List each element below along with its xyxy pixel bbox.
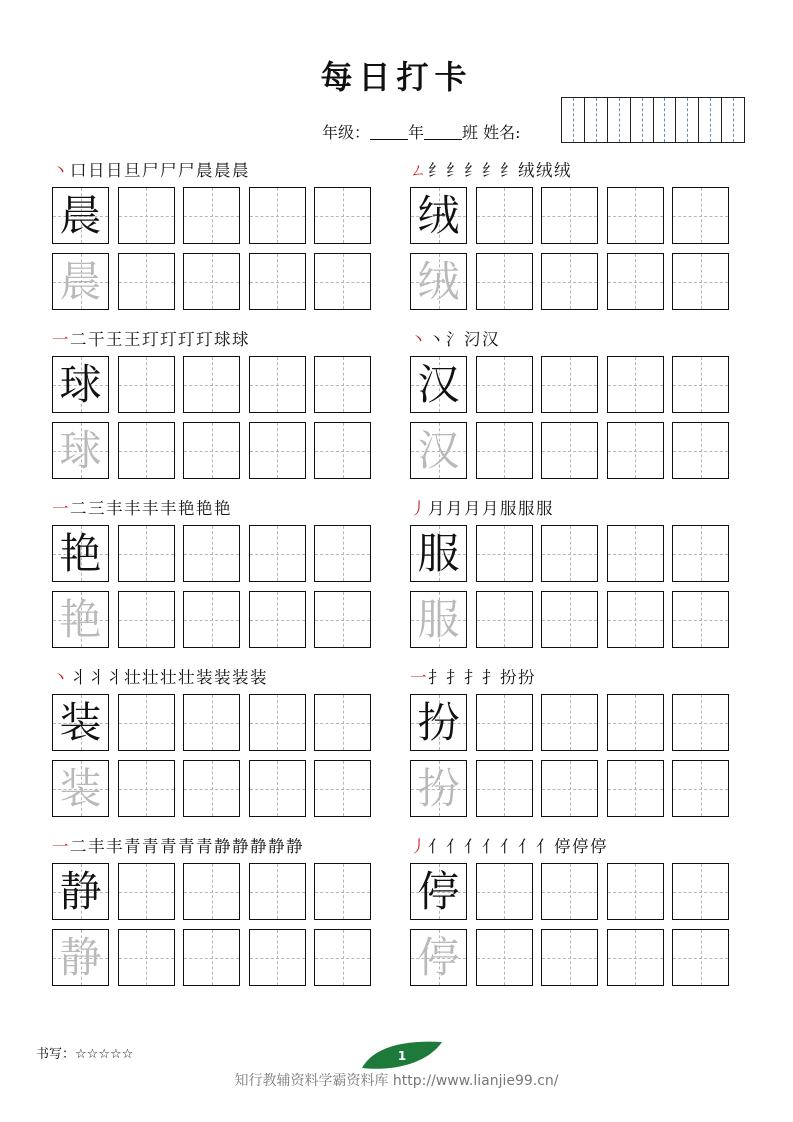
stroke-step: 停 <box>554 837 571 856</box>
writing-cell[interactable] <box>476 760 533 817</box>
writing-cell[interactable] <box>410 422 467 479</box>
writing-cell[interactable] <box>249 187 306 244</box>
page-number: 1 <box>397 1049 407 1063</box>
trace-character: 装 <box>59 763 102 813</box>
stroke-step: 停 <box>590 837 607 856</box>
writing-cell[interactable] <box>541 253 598 310</box>
writing-cell[interactable] <box>476 929 533 986</box>
stroke-step: 青 <box>160 837 177 856</box>
stroke-step: 丬 <box>88 668 105 687</box>
stroke-order <box>410 329 500 351</box>
stroke-step: 纟 <box>464 161 481 180</box>
writing-cell[interactable] <box>607 253 664 310</box>
writing-cell[interactable] <box>410 591 467 648</box>
writing-cell[interactable] <box>118 694 175 751</box>
stroke-step: 晨 <box>214 161 231 180</box>
stroke-step: 亻 <box>428 837 445 856</box>
writing-cell[interactable] <box>118 356 175 413</box>
stroke-step: 氵 <box>446 330 463 349</box>
writing-cell[interactable] <box>410 760 467 817</box>
stroke-step: 月 <box>482 499 499 518</box>
writing-cell[interactable] <box>314 422 371 479</box>
name-box[interactable] <box>676 98 699 142</box>
stroke-step: 装 <box>232 668 249 687</box>
model-character: 绒 <box>417 190 460 240</box>
name-label: 姓名: <box>483 123 521 142</box>
stroke-step: 丿 <box>410 837 427 856</box>
writing-cell[interactable] <box>249 760 306 817</box>
writing-cell[interactable] <box>52 187 109 244</box>
stroke-order <box>410 667 536 689</box>
writing-cell[interactable] <box>541 591 598 648</box>
writing-cell[interactable] <box>541 760 598 817</box>
writing-cell[interactable] <box>541 694 598 751</box>
stroke-order <box>410 498 554 520</box>
name-box[interactable] <box>699 98 722 142</box>
writing-cell[interactable] <box>476 422 533 479</box>
name-box[interactable] <box>654 98 677 142</box>
trace-row <box>410 760 732 819</box>
stroke-step: 亻 <box>500 837 517 856</box>
writing-cell[interactable] <box>607 187 664 244</box>
trace-row <box>52 253 374 312</box>
writing-cell[interactable] <box>118 760 175 817</box>
trace-character: 停 <box>417 932 460 982</box>
trace-row <box>410 591 732 650</box>
stroke-step: 亻 <box>536 837 553 856</box>
trace-row <box>410 929 732 988</box>
writing-cell[interactable] <box>607 760 664 817</box>
stroke-order <box>52 329 250 351</box>
stroke-step: ㄥ <box>410 161 427 180</box>
writing-cell[interactable] <box>118 863 175 920</box>
stroke-step: 丶 <box>410 330 427 349</box>
stroke-step: 青 <box>196 837 213 856</box>
writing-cell[interactable] <box>249 863 306 920</box>
writing-cell[interactable] <box>183 422 240 479</box>
stroke-step: 丶 <box>52 161 69 180</box>
trace-character: 晨 <box>59 256 102 306</box>
stroke-step: 纟 <box>500 161 517 180</box>
writing-cell[interactable] <box>183 760 240 817</box>
writing-cell[interactable] <box>183 253 240 310</box>
trace-row <box>52 591 374 650</box>
trace-character: 艳 <box>59 594 102 644</box>
stroke-step: 玎 <box>160 330 177 349</box>
writing-cell[interactable] <box>249 525 306 582</box>
model-row <box>410 356 732 415</box>
trace-row <box>410 253 732 312</box>
writing-cell[interactable] <box>314 694 371 751</box>
page-title: 每日打卡 <box>320 58 473 96</box>
writing-cell[interactable] <box>476 863 533 920</box>
stroke-order <box>52 836 304 858</box>
stroke-step: 丰 <box>142 499 159 518</box>
writing-cell[interactable] <box>183 356 240 413</box>
stroke-step: 一 <box>52 837 69 856</box>
writing-cell[interactable] <box>249 253 306 310</box>
writing-cell[interactable] <box>118 929 175 986</box>
stroke-step: 二 <box>70 330 87 349</box>
model-row <box>410 694 732 753</box>
writing-cell[interactable] <box>410 356 467 413</box>
name-boxes[interactable] <box>561 97 745 143</box>
stroke-step: 丶 <box>428 330 445 349</box>
stroke-step: 艳 <box>214 499 231 518</box>
stroke-step: 艳 <box>196 499 213 518</box>
stroke-step: 日 <box>106 161 123 180</box>
stroke-step: 绒 <box>554 161 571 180</box>
stroke-step: 壮 <box>142 668 159 687</box>
model-character: 停 <box>417 866 460 916</box>
writing-cell[interactable] <box>476 591 533 648</box>
stroke-step: 亻 <box>446 837 463 856</box>
stroke-step: 扮 <box>500 668 517 687</box>
writing-cell[interactable] <box>410 694 467 751</box>
stroke-step: 月 <box>464 499 481 518</box>
model-character: 服 <box>417 528 460 578</box>
stroke-step: 一 <box>52 330 69 349</box>
grade-label: 年级： <box>322 123 371 142</box>
writing-cell[interactable] <box>672 525 729 582</box>
writing-cell[interactable] <box>249 591 306 648</box>
stroke-step: 壮 <box>124 668 141 687</box>
stroke-step: 亻 <box>464 837 481 856</box>
writing-cell[interactable] <box>672 422 729 479</box>
name-box[interactable] <box>608 98 631 142</box>
writing-cell[interactable] <box>672 187 729 244</box>
trace-row <box>52 929 374 988</box>
writing-cell[interactable] <box>52 760 109 817</box>
writing-cell[interactable] <box>607 694 664 751</box>
writing-cell[interactable] <box>183 694 240 751</box>
writing-cell[interactable] <box>541 929 598 986</box>
name-box[interactable] <box>585 98 608 142</box>
model-character: 扮 <box>417 697 460 747</box>
writing-cell[interactable] <box>52 694 109 751</box>
writing-cell[interactable] <box>314 187 371 244</box>
stroke-step: 静 <box>268 837 285 856</box>
writing-cell[interactable] <box>672 356 729 413</box>
writing-cell[interactable] <box>607 422 664 479</box>
stroke-step: 汈 <box>464 330 481 349</box>
trace-row <box>410 422 732 481</box>
stroke-step: 球 <box>214 330 231 349</box>
name-box[interactable] <box>631 98 654 142</box>
writing-cell[interactable] <box>672 760 729 817</box>
stroke-step: 纟 <box>428 161 445 180</box>
trace-row <box>52 422 374 481</box>
writing-cell[interactable] <box>249 356 306 413</box>
writing-cell[interactable] <box>314 929 371 986</box>
writing-cell[interactable] <box>314 591 371 648</box>
stroke-step: 日 <box>88 161 105 180</box>
model-character: 球 <box>59 359 102 409</box>
trace-character: 汉 <box>417 425 460 475</box>
stroke-step: 装 <box>196 668 213 687</box>
model-row <box>52 356 374 415</box>
writing-cell[interactable] <box>118 253 175 310</box>
writing-cell[interactable] <box>607 929 664 986</box>
stroke-step: 玎 <box>178 330 195 349</box>
stroke-step: 扮 <box>518 668 535 687</box>
writing-cell[interactable] <box>541 356 598 413</box>
stroke-step: 丰 <box>106 837 123 856</box>
stroke-step: 绒 <box>518 161 535 180</box>
stroke-step: 静 <box>214 837 231 856</box>
writing-cell[interactable] <box>476 694 533 751</box>
writing-cell[interactable] <box>183 591 240 648</box>
stroke-step: 王 <box>106 330 123 349</box>
stroke-step: 月 <box>428 499 445 518</box>
writing-cell[interactable] <box>52 591 109 648</box>
rating-label: 书写： <box>36 1047 76 1062</box>
stroke-step: 月 <box>446 499 463 518</box>
stroke-step: 亻 <box>482 837 499 856</box>
writing-cell[interactable] <box>541 187 598 244</box>
name-box[interactable] <box>562 98 585 142</box>
stroke-step: 丶 <box>52 668 69 687</box>
model-character: 艳 <box>59 528 102 578</box>
stroke-step: 口 <box>70 161 87 180</box>
name-box[interactable] <box>722 98 744 142</box>
writing-cell[interactable] <box>118 525 175 582</box>
student-info-line <box>322 120 521 143</box>
writing-cell[interactable] <box>476 253 533 310</box>
writing-cell[interactable] <box>52 525 109 582</box>
stroke-step: 服 <box>500 499 517 518</box>
writing-cell[interactable] <box>607 356 664 413</box>
stroke-step: 丬 <box>106 668 123 687</box>
writing-cell[interactable] <box>607 863 664 920</box>
stroke-order <box>52 498 232 520</box>
stroke-step: 静 <box>286 837 303 856</box>
stroke-step: 青 <box>142 837 159 856</box>
stroke-step: 装 <box>214 668 231 687</box>
writing-cell[interactable] <box>541 863 598 920</box>
writing-cell[interactable] <box>249 694 306 751</box>
writing-cell[interactable] <box>607 525 664 582</box>
year-label: 年 <box>408 123 425 142</box>
writing-cell[interactable] <box>672 929 729 986</box>
writing-cell[interactable] <box>249 422 306 479</box>
model-row <box>52 863 374 922</box>
stroke-step: 扌 <box>482 668 499 687</box>
writing-cell[interactable] <box>183 525 240 582</box>
rating-stars[interactable]: ☆☆☆☆☆ <box>75 1047 134 1062</box>
stroke-step: 王 <box>124 330 141 349</box>
stroke-step: 静 <box>250 837 267 856</box>
stroke-order <box>410 160 572 182</box>
writing-cell[interactable] <box>410 253 467 310</box>
stroke-step: 装 <box>250 668 267 687</box>
writing-cell[interactable] <box>476 187 533 244</box>
stroke-step: 二 <box>70 837 87 856</box>
stroke-step: 旦 <box>124 161 141 180</box>
writing-cell[interactable] <box>410 863 467 920</box>
model-row <box>410 187 732 246</box>
stroke-step: 绒 <box>536 161 553 180</box>
stroke-step: 丰 <box>160 499 177 518</box>
writing-cell[interactable] <box>118 187 175 244</box>
stroke-step: 汉 <box>482 330 499 349</box>
writing-cell[interactable] <box>52 929 109 986</box>
writing-cell[interactable] <box>410 929 467 986</box>
writing-cell[interactable] <box>183 863 240 920</box>
stroke-step: 尸 <box>160 161 177 180</box>
writing-cell[interactable] <box>314 760 371 817</box>
writing-cell[interactable] <box>52 422 109 479</box>
stroke-step: 停 <box>572 837 589 856</box>
trace-character: 静 <box>59 932 102 982</box>
stroke-step: 一 <box>52 499 69 518</box>
trace-character: 球 <box>59 425 102 475</box>
stroke-step: 扌 <box>464 668 481 687</box>
writing-cell[interactable] <box>672 253 729 310</box>
stroke-step: 扌 <box>428 668 445 687</box>
stroke-step: 丰 <box>124 499 141 518</box>
stroke-step: 玎 <box>196 330 213 349</box>
writing-cell[interactable] <box>314 253 371 310</box>
stroke-step: 三 <box>88 499 105 518</box>
stroke-step: 服 <box>536 499 553 518</box>
stroke-step: 干 <box>88 330 105 349</box>
stroke-step: 尸 <box>178 161 195 180</box>
model-row <box>52 525 374 584</box>
class-label: 班 <box>462 123 479 142</box>
stroke-step: 扌 <box>446 668 463 687</box>
writing-cell[interactable] <box>541 422 598 479</box>
stroke-step: 丬 <box>70 668 87 687</box>
writing-cell[interactable] <box>607 591 664 648</box>
stroke-order <box>52 667 268 689</box>
stroke-step: 一 <box>410 668 427 687</box>
stroke-step: 纟 <box>482 161 499 180</box>
model-character: 晨 <box>59 190 102 240</box>
model-character: 装 <box>59 697 102 747</box>
writing-cell[interactable] <box>314 863 371 920</box>
writing-cell[interactable] <box>52 863 109 920</box>
stroke-step: 壮 <box>160 668 177 687</box>
stroke-step: 青 <box>124 837 141 856</box>
model-character: 汉 <box>417 359 460 409</box>
stroke-step: 服 <box>518 499 535 518</box>
trace-character: 扮 <box>417 763 460 813</box>
model-character: 静 <box>59 866 102 916</box>
grade-blank[interactable] <box>370 125 408 140</box>
writing-cell[interactable] <box>476 525 533 582</box>
writing-cell[interactable] <box>672 863 729 920</box>
writing-cell[interactable] <box>476 356 533 413</box>
stroke-step: 二 <box>70 499 87 518</box>
model-row <box>52 694 374 753</box>
stroke-step: 青 <box>178 837 195 856</box>
writing-cell[interactable] <box>52 356 109 413</box>
stroke-step: 玎 <box>142 330 159 349</box>
footer-source: 知行教辅资料学霸资料库 http://www.lianjie99.cn/ <box>234 1073 559 1089</box>
class-blank[interactable] <box>424 125 462 140</box>
model-row <box>410 525 732 584</box>
trace-row <box>52 760 374 819</box>
trace-character: 服 <box>417 594 460 644</box>
writing-cell[interactable] <box>410 187 467 244</box>
writing-cell[interactable] <box>118 591 175 648</box>
stroke-step: 球 <box>232 330 249 349</box>
writing-cell[interactable] <box>249 929 306 986</box>
stroke-step: 丰 <box>88 837 105 856</box>
writing-cell[interactable] <box>183 187 240 244</box>
stroke-step: 丰 <box>106 499 123 518</box>
writing-cell[interactable] <box>183 929 240 986</box>
stroke-step: 壮 <box>178 668 195 687</box>
stroke-step: 尸 <box>142 161 159 180</box>
stroke-step: 晨 <box>196 161 213 180</box>
writing-cell[interactable] <box>672 591 729 648</box>
model-row <box>410 863 732 922</box>
stroke-order <box>410 836 608 858</box>
writing-rating <box>36 1043 133 1062</box>
writing-cell[interactable] <box>314 356 371 413</box>
stroke-step: 亻 <box>518 837 535 856</box>
stroke-order <box>52 160 250 182</box>
writing-cell[interactable] <box>541 525 598 582</box>
writing-cell[interactable] <box>672 694 729 751</box>
writing-cell[interactable] <box>118 422 175 479</box>
stroke-step: 晨 <box>232 161 249 180</box>
stroke-step: 纟 <box>446 161 463 180</box>
stroke-step: 静 <box>232 837 249 856</box>
writing-cell[interactable] <box>52 253 109 310</box>
writing-cell[interactable] <box>314 525 371 582</box>
trace-character: 绒 <box>417 256 460 306</box>
stroke-step: 艳 <box>178 499 195 518</box>
stroke-step: 丿 <box>410 499 427 518</box>
model-row <box>52 187 374 246</box>
writing-cell[interactable] <box>410 525 467 582</box>
